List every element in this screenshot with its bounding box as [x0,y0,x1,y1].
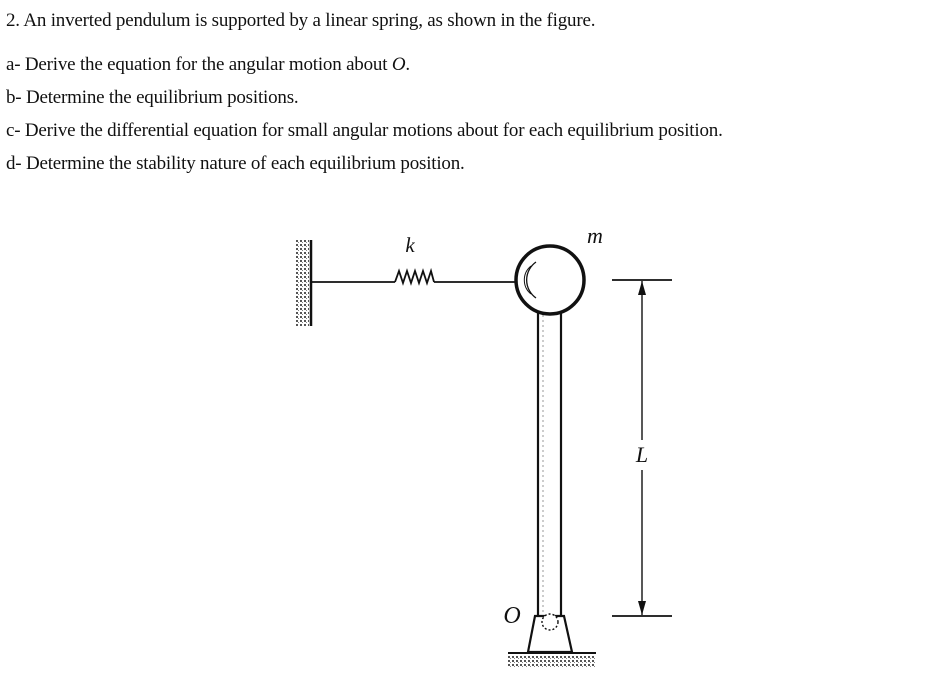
spring [311,271,516,283]
ground-hatch [508,655,596,668]
part-b: b- Determine the equilibrium positions. [6,87,299,108]
mass-label: m [587,223,603,248]
problem-title: 2. An inverted pendulum is supported by a linear spring, as shown in the figure. [6,10,596,31]
pivot-label: O [503,603,521,629]
length-label: L [635,442,649,467]
wall-hatch [296,240,309,326]
pendulum-rod [538,300,561,622]
part-c: c- Derive the differential equation for small angular motions about for each equilibrium position. [6,120,723,141]
pivot-support [528,614,572,652]
part-a-variable: O [391,54,406,75]
part-a-text: a- Derive the equation for the angular motion about [6,54,392,75]
part-a-end: . [405,54,410,75]
spring-constant-label: k [405,233,415,257]
part-d: d- Determine the stability nature of each equilibrium position. [6,153,465,174]
